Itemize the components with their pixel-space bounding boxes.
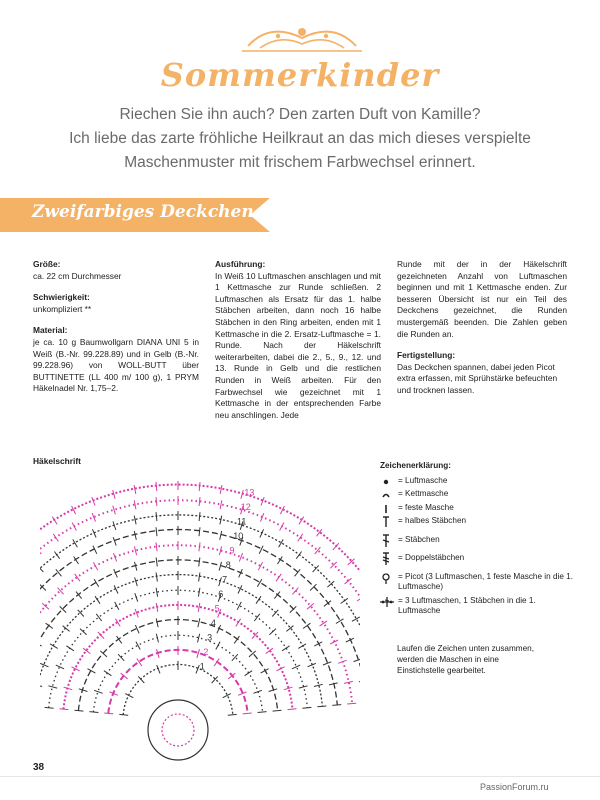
stitch-mark bbox=[257, 579, 262, 587]
stitch-mark bbox=[58, 588, 64, 595]
stitch-mark bbox=[89, 712, 98, 713]
legend-text: = 3 Luftmaschen, 1 Stäbchen in die 1. Luftmasche bbox=[398, 595, 536, 615]
diagram-label: Häkelschrift bbox=[33, 456, 81, 466]
stitch-mark bbox=[327, 581, 334, 587]
legend-note: Laufen die Zeichen unten zusammen, werden die Maschen in eine Einstichstelle gearbeitet. bbox=[397, 644, 535, 675]
stitch-mark bbox=[282, 646, 290, 651]
round-number: 7 bbox=[222, 574, 228, 585]
finishing-text: Das Deckchen spannen, dabei jeden Picot extra erfassen, mit Sprühstärke befeuchten und trocknen lassen. bbox=[397, 361, 558, 395]
instructions-text: In Weiß 10 Luftmaschen anschlagen und mit 1 Kettmasche zur Runde schließen. 2 Luftmaschen als Ersatz für das 1. halbe Stäbchen arbeiten, dann noch 16 halbe Stäbchen in den Ring arbeiten, enden mit 1 Kettmasche in die 2. Ersatz-Luftmasche = 1. Runde. Nach der Häkelschrift weiterarbeiten, dabei die 2., 5., 9., 12. und 13. Runde in Gelb und die restlichen Runden in Weiß arbeiten. Für den Farbwechsel wie gezeichnet mit 1 Kettmasche in der entsprechenden Farbe neu anschlingen. Jede bbox=[215, 270, 381, 420]
legend-title: Zeichenerklärung: bbox=[380, 461, 451, 470]
material-label: Material: bbox=[33, 325, 68, 336]
intro-line: Maschenmuster mit frischem Farbwechsel erinnert. bbox=[124, 154, 476, 171]
stitch-mark bbox=[113, 537, 116, 545]
stitch-mark bbox=[198, 603, 200, 612]
round-number: 13 bbox=[244, 487, 255, 498]
stitch-mark bbox=[258, 712, 267, 713]
legend-text: = Stäbchen bbox=[398, 534, 440, 544]
stitch-mark bbox=[40, 684, 42, 686]
instructions-label: Ausführung: bbox=[215, 259, 266, 269]
stitch-mark bbox=[63, 626, 70, 632]
round-arc bbox=[123, 661, 233, 714]
round-arc bbox=[40, 530, 360, 703]
legend-text: = Doppelstäbchen bbox=[398, 553, 465, 562]
stitch-mark bbox=[138, 676, 144, 683]
stitch-mark bbox=[88, 669, 96, 673]
stitch-mark bbox=[134, 531, 136, 540]
stitch-mark bbox=[72, 667, 80, 671]
stitch-mark bbox=[54, 552, 59, 559]
round-arc bbox=[40, 575, 322, 707]
center-ring-inner bbox=[162, 714, 194, 746]
stitch-mark bbox=[299, 517, 304, 525]
legend-item bbox=[380, 476, 580, 487]
stitch-mark bbox=[228, 714, 237, 715]
stitch-mark bbox=[220, 485, 222, 494]
crochet-rounds bbox=[40, 481, 360, 760]
stitch-mark bbox=[104, 671, 112, 676]
size-label: Größe: bbox=[33, 259, 61, 269]
stitch-mark bbox=[134, 516, 136, 525]
stitch-mark bbox=[258, 562, 262, 570]
banner-title: Zweifarbiges Deckchen bbox=[32, 202, 254, 222]
stitch-mark bbox=[56, 665, 64, 669]
stitch-mark bbox=[60, 709, 69, 710]
chain-double-icon bbox=[380, 595, 396, 609]
picot-icon bbox=[380, 571, 396, 585]
round-number: 8 bbox=[225, 560, 231, 570]
difficulty-label: Schwierigkeit: bbox=[33, 292, 90, 303]
center-ring bbox=[148, 700, 208, 760]
stitch-mark bbox=[288, 709, 297, 710]
intro-paragraph bbox=[60, 103, 540, 175]
page-number: 38 bbox=[33, 762, 45, 773]
stitch-mark bbox=[273, 710, 282, 711]
stitch-mark bbox=[104, 713, 113, 714]
stitch-mark bbox=[260, 529, 264, 537]
intro-line: Riechen Sie ihn auch? Den zarten Duft von Kamille? bbox=[119, 106, 481, 123]
legend-item bbox=[380, 516, 580, 527]
stitch-mark bbox=[156, 573, 157, 582]
stitch-mark bbox=[156, 497, 157, 506]
legend-text: = halbes Stäbchen bbox=[398, 516, 467, 525]
legend-text: = Kettmasche bbox=[398, 489, 449, 498]
stitch-mark bbox=[220, 516, 222, 525]
continuation-column bbox=[397, 259, 567, 397]
stitch-mark bbox=[261, 497, 264, 505]
finishing-label: Fertigstellung: bbox=[397, 350, 456, 361]
double-icon bbox=[380, 534, 396, 548]
legend-item bbox=[380, 535, 580, 546]
stitch-mark bbox=[199, 482, 200, 491]
stitch-mark bbox=[276, 574, 281, 581]
details-column bbox=[33, 259, 199, 395]
legend-text: = Luftmasche bbox=[398, 475, 448, 485]
watermark: PassionForum.ru bbox=[480, 782, 549, 792]
stitch-mark bbox=[272, 610, 278, 617]
stitch-mark bbox=[347, 703, 356, 704]
stitch-mark bbox=[280, 523, 284, 531]
stitch-mark bbox=[220, 531, 222, 540]
stitch-mark bbox=[336, 619, 344, 624]
stitch-mark bbox=[332, 705, 341, 706]
stitch-mark bbox=[357, 596, 360, 601]
round-number: 11 bbox=[237, 516, 247, 527]
stitch-mark bbox=[114, 569, 118, 577]
stitch-mark bbox=[290, 606, 297, 612]
stitch-mark bbox=[259, 546, 263, 554]
stitch-mark bbox=[156, 558, 157, 567]
page-title bbox=[0, 56, 600, 94]
legend-text: = Picot (3 Luftmaschen, 1 feste Masche in die 1. Luftmasche) bbox=[398, 571, 573, 591]
stitch-mark bbox=[134, 546, 136, 555]
stitch-mark bbox=[269, 629, 276, 635]
treble-icon bbox=[380, 552, 396, 566]
stitch-mark bbox=[310, 584, 316, 590]
legend-item bbox=[380, 503, 580, 514]
stitch-mark bbox=[199, 573, 200, 582]
stitch-mark bbox=[232, 654, 238, 661]
bar-icon bbox=[380, 502, 396, 516]
stitch-mark bbox=[219, 577, 222, 586]
legend-item bbox=[380, 489, 580, 500]
stitch-mark bbox=[135, 577, 138, 586]
stitch-mark bbox=[119, 714, 128, 715]
round-number: 5 bbox=[214, 603, 220, 614]
stitch-mark bbox=[338, 660, 347, 663]
stitch-mark bbox=[156, 588, 158, 597]
stitch-mark bbox=[52, 517, 57, 525]
legend-text: = feste Masche bbox=[398, 502, 454, 512]
stitch-mark bbox=[313, 565, 319, 572]
stitch-mark bbox=[40, 642, 42, 646]
stitch-mark bbox=[243, 713, 252, 714]
stitch-mark bbox=[93, 562, 97, 570]
stitch-mark bbox=[199, 512, 200, 521]
stitch-mark bbox=[92, 497, 95, 505]
legend-item bbox=[380, 596, 580, 617]
size-value: ca. 22 cm Durchmesser bbox=[33, 270, 122, 281]
stitch-mark bbox=[253, 690, 262, 693]
stitch-mark bbox=[292, 665, 300, 669]
stitch-mark bbox=[199, 527, 200, 536]
stitch-mark bbox=[199, 558, 200, 567]
title-text: Sommerkinder bbox=[160, 56, 440, 94]
legend-item bbox=[380, 553, 580, 564]
dot-icon bbox=[380, 475, 396, 489]
continuation-text: Runde mit der in der Häkelschrift gezeichneten Anzahl von Luftmaschen beginnen und mit 1 Kettmasche enden. Zur besseren Übersicht ist nur ein Teil des Deckchens gezeichnet, die Runden mustergemäß beenden. Die Zahlen geben die Runden an. bbox=[397, 259, 567, 339]
round-number: 10 bbox=[233, 531, 244, 541]
legend-item bbox=[380, 572, 580, 593]
intro-line: Ich liebe das zarte fröhliche Heilkraut an das mich dieses verspielte bbox=[69, 130, 531, 147]
stitch-mark bbox=[254, 614, 259, 621]
half-double-icon bbox=[380, 515, 396, 529]
stitch-mark bbox=[75, 710, 84, 711]
stitch-mark bbox=[266, 648, 273, 653]
round-number: 12 bbox=[240, 501, 251, 512]
stitch-mark bbox=[198, 618, 200, 627]
stitch-mark bbox=[134, 500, 136, 509]
stitch-mark bbox=[302, 707, 311, 708]
legend bbox=[380, 461, 580, 620]
stitch-mark bbox=[156, 542, 157, 551]
stitch-mark bbox=[48, 686, 57, 688]
crochet-chart bbox=[40, 450, 360, 775]
stitch-mark bbox=[66, 646, 74, 651]
stitch-mark bbox=[156, 618, 158, 627]
stitch-mark bbox=[354, 659, 361, 662]
stitch-mark bbox=[220, 500, 222, 509]
stitch-mark bbox=[45, 707, 54, 708]
instructions-column bbox=[215, 259, 381, 421]
ornament-flourish-icon bbox=[240, 18, 364, 56]
round-number: 1 bbox=[199, 661, 205, 672]
divider bbox=[0, 776, 600, 777]
round-number: 4 bbox=[210, 618, 216, 629]
stitch-mark bbox=[134, 485, 136, 494]
round-number: 6 bbox=[218, 589, 224, 600]
arc-icon bbox=[380, 488, 396, 502]
stitch-mark bbox=[95, 596, 100, 604]
material-value: je ca. 10 g Baumwollgarn DIANA UNI 5 in Weiß (B.-Nr. 99.228.89) und in Gelb (B.-Nr. 99.228.96) von WOLL-BUTT über BUTTINETTE (LL 400 m/ 100 g), 1 PRYM Häkelnadel Nr. 1,75–2. bbox=[33, 336, 199, 394]
difficulty-value: unkompliziert ** bbox=[33, 303, 92, 314]
stitch-mark bbox=[314, 684, 323, 686]
round-number: 3 bbox=[207, 632, 213, 643]
stitch-mark bbox=[113, 506, 116, 515]
stitch-mark bbox=[216, 642, 220, 650]
round-number: 9 bbox=[229, 545, 235, 556]
stitch-mark bbox=[199, 497, 200, 506]
stitch-mark bbox=[156, 527, 157, 536]
stitch-mark bbox=[94, 690, 103, 693]
stitch-mark bbox=[199, 542, 200, 551]
stitch-mark bbox=[156, 512, 157, 521]
stitch-mark bbox=[53, 534, 58, 542]
stitch-mark bbox=[72, 523, 76, 531]
round-numbers bbox=[200, 487, 255, 671]
stitch-mark bbox=[156, 482, 157, 491]
round-arc bbox=[108, 650, 247, 714]
stitch-mark bbox=[276, 667, 284, 671]
stitch-mark bbox=[317, 706, 326, 707]
stitch-mark bbox=[359, 680, 360, 682]
stitch-mark bbox=[245, 671, 253, 676]
stitch-mark bbox=[92, 529, 96, 537]
stitch-mark bbox=[298, 644, 306, 649]
stitch-mark bbox=[236, 619, 241, 627]
round-number: 2 bbox=[203, 647, 209, 658]
stitch-mark bbox=[239, 553, 242, 561]
stitch-mark bbox=[197, 649, 200, 658]
